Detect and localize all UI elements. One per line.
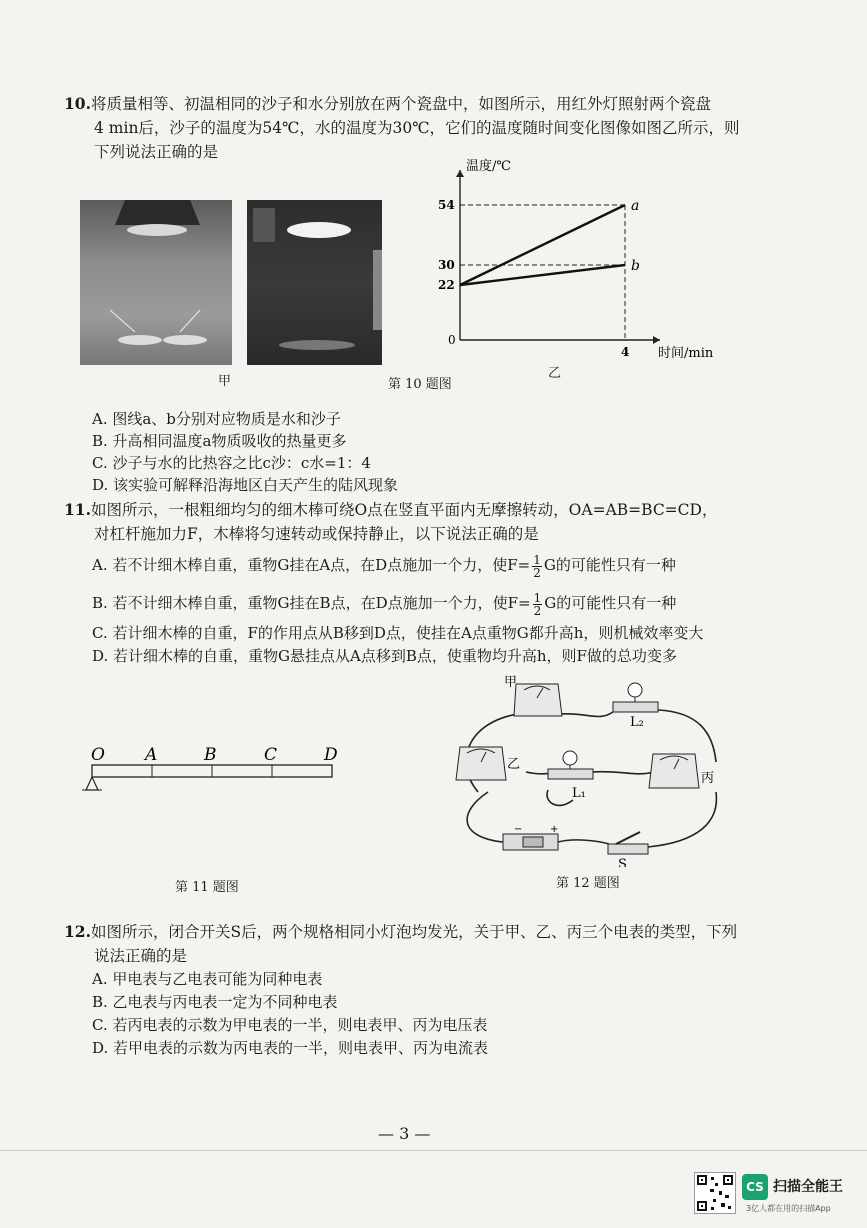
svg-text:−: − xyxy=(514,824,523,835)
chart-series xyxy=(460,198,640,285)
lamp-l1-label: L₁ xyxy=(572,786,586,801)
q12-options xyxy=(92,968,488,1060)
qr-pattern xyxy=(695,1173,735,1213)
brand-tagline: 3亿人都在用的扫描App xyxy=(746,1204,831,1213)
q12-text1: 如图所示，闭合开关S后，两个规格相同小灯泡均发光，关于甲、乙、丙三个电表的类型，下列 xyxy=(90,923,738,941)
pivot-icon xyxy=(86,777,98,790)
q10-line1 xyxy=(64,92,854,116)
chart-axes xyxy=(438,170,660,359)
fraction-half-b xyxy=(533,592,543,617)
svg-text:+: + xyxy=(550,824,559,835)
q10-fig-caption: 第 10 题图 xyxy=(388,377,452,392)
q10-line3: 下列说法正确的是 xyxy=(94,143,219,161)
series-line-a xyxy=(460,205,625,285)
bottom-divider xyxy=(0,1150,867,1151)
lever-label-c: C xyxy=(264,745,278,765)
y-axis-arrow xyxy=(456,170,464,177)
q10-line2: 4 min后，沙子的温度为54℃，水的温度为30℃，它们的温度随时间变化图像如图乙所示，则 xyxy=(94,119,740,137)
q11-fig-caption: 第 11 题图 xyxy=(175,880,239,895)
battery-icon xyxy=(503,824,558,850)
page-number: — 3 — xyxy=(378,1124,431,1143)
q12-fig-caption: 第 12 题图 xyxy=(556,876,620,891)
q10-option-a: A. 图线a、b分别对应物质是水和沙子 xyxy=(92,410,341,428)
q10-text1: 将质量相等、初温相同的沙子和水分别放在两个瓷盘中，如图所示，用红外灯照射两个瓷盘 xyxy=(90,95,711,113)
q11-text1: 如图所示，一根粗细均匀的细木棒可绕O点在竖直平面内无摩擦转动，OA=AB=BC=CD， xyxy=(90,501,718,519)
q10-number: 10. xyxy=(64,94,91,113)
meter-jia-icon xyxy=(514,684,562,716)
circuit-figure xyxy=(448,672,730,867)
q10-option-b: B. 升高相同温度a物质吸收的热量更多 xyxy=(92,432,347,450)
frac-den: 2 xyxy=(533,603,542,618)
lever-figure xyxy=(82,740,347,802)
series-label-b: b xyxy=(631,258,640,274)
camscanner-logo-icon: CS xyxy=(742,1174,768,1200)
q11-line1 xyxy=(64,498,854,522)
lamp-photo-art xyxy=(80,200,232,365)
switch-icon xyxy=(608,832,648,854)
q11-option-a-pre: A. 若不计细木棒自重，重物G挂在A点，在D点施加一个力，使F= xyxy=(92,556,531,574)
q11-stem xyxy=(64,498,854,546)
y-tick-54: 54 xyxy=(438,198,455,212)
q12-option-b: B. 乙电表与丙电表一定为不同种电表 xyxy=(92,993,338,1011)
q12-line2: 说法正确的是 xyxy=(94,947,188,965)
meter-yi-icon xyxy=(456,747,506,780)
meter-jia-label: 甲 xyxy=(504,675,518,690)
lever-label-a: A xyxy=(145,745,158,765)
q11-option-b-post: G的可能性只有一种 xyxy=(544,594,677,612)
brand-name: 扫描全能王 xyxy=(773,1179,843,1195)
series-label-a: a xyxy=(631,198,640,214)
q12-option-a: A. 甲电表与乙电表可能为同种电表 xyxy=(92,970,323,988)
y-tick-30: 30 xyxy=(438,258,455,272)
q11-option-a xyxy=(92,552,676,579)
q10-photo-lamp xyxy=(80,200,232,365)
x-tick-4: 4 xyxy=(621,345,630,359)
q10-fig-label-yi: 乙 xyxy=(548,366,562,381)
q10-options xyxy=(92,408,398,496)
lever-label-b: B xyxy=(204,745,217,765)
q10-fig-label-jia: 甲 xyxy=(218,374,232,389)
q11-option-b xyxy=(92,590,676,617)
frac-den: 2 xyxy=(533,565,541,580)
q12-line1 xyxy=(64,920,854,944)
y-tick-22: 22 xyxy=(438,278,455,292)
lamp-l2-label: L₂ xyxy=(630,715,644,730)
lever-label-d: D xyxy=(324,745,338,765)
thermal-photo-art xyxy=(247,200,382,365)
fraction-half-a xyxy=(532,554,542,579)
series-line-b xyxy=(460,265,625,285)
q10-photo-thermal xyxy=(247,200,382,365)
q10-option-c: C. 沙子与水的比热容之比c沙：c水=1：4 xyxy=(92,454,371,472)
switch-label: S xyxy=(618,857,627,867)
q12-option-c: C. 若丙电表的示数为甲电表的一半，则电表甲、丙为电压表 xyxy=(92,1016,488,1034)
q11-line2: 对杠杆施加力F，木棒将匀速转动或保持静止，以下说法正确的是 xyxy=(94,525,539,543)
frac-num: 1 xyxy=(533,552,541,567)
meter-yi-label: 乙 xyxy=(507,757,521,772)
q12-stem xyxy=(64,920,854,968)
lever-label-o: O xyxy=(91,745,105,765)
temperature-time-chart xyxy=(430,150,730,370)
q11-number: 11. xyxy=(64,500,91,519)
q10-option-d: D. 该实验可解释沿海地区白天产生的陆风现象 xyxy=(92,476,399,494)
qr-code-icon xyxy=(694,1172,736,1214)
meter-bing-label: 丙 xyxy=(701,771,715,786)
x-tick-0: 0 xyxy=(448,333,456,347)
frac-num: 1 xyxy=(533,590,542,605)
q11-option-c: C. 若计细木棒的自重，F的作用点从B移到D点，使挂在A点重物G都升高h，则机械效率变大 xyxy=(92,624,704,642)
q11-option-a-post: G的可能性只有一种 xyxy=(543,556,676,574)
meter-bing-icon xyxy=(649,754,699,788)
q11-option-d: D. 若计细木棒的自重，重物G悬挂点从A点移到B点，使重物均升高h，则F做的总功变多 xyxy=(92,647,677,665)
q12-number: 12. xyxy=(64,922,91,941)
lamp-l1-icon xyxy=(548,751,593,779)
chart-xlabel: 时间/min xyxy=(658,346,714,361)
q12-option-d: D. 若甲电表的示数为丙电表的一半，则电表甲、丙为电流表 xyxy=(92,1039,489,1057)
lamp-l2-icon xyxy=(613,683,658,712)
q11-option-b-pre: B. 若不计细木棒自重，重物G挂在B点，在D点施加一个力，使F= xyxy=(92,594,531,612)
x-axis-arrow xyxy=(653,336,660,344)
chart-ylabel: 温度/℃ xyxy=(466,159,511,174)
